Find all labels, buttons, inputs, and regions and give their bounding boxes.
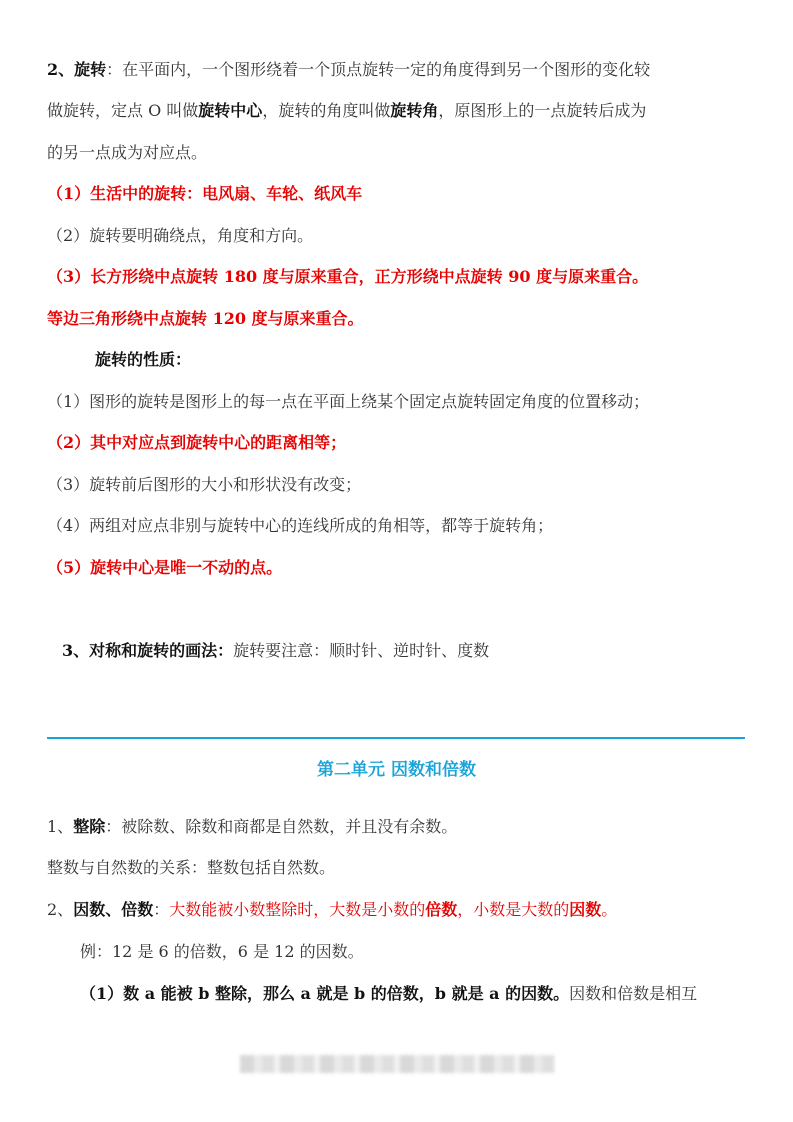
rotation-property-4: （4）两组对应点非别与旋转中心的连线所成的角相等，都等于旋转角； [47, 516, 554, 535]
section-divider [47, 737, 745, 739]
page-fade [0, 1015, 793, 1045]
rotation-property-3: （3）旋转前后图形的大小和形状没有改变； [47, 475, 362, 494]
rotation-property-5: （5）旋转中心是唯一不动的点。 [47, 558, 283, 577]
divisibility-definition [47, 816, 457, 838]
note-bold-text: （1）数 a 能被 b 整除，那么 a 就是 b 的倍数，b 就是 a 的因数。 [80, 984, 570, 1003]
blurred-watermark [240, 1055, 555, 1073]
text-segment: ： [153, 900, 170, 919]
rotation-term: 2、旋转 [47, 60, 107, 79]
note-rest-text: 因数和倍数是相互 [569, 984, 698, 1003]
text-segment: ：被除数、除数和商都是自然数，并且没有余数。 [105, 817, 458, 836]
divisibility-term: 整除 [73, 817, 106, 836]
rotation-property-1: （1）图形的旋转是图形上的每一点在平面上绕某个固定点旋转固定角度的位置移动； [47, 392, 650, 411]
text-segment: 1、 [47, 817, 74, 836]
rotation-item-2: （2）旋转要明确绕点，角度和方向。 [47, 226, 314, 245]
text-segment: 做旋转，定点 O 叫做 [47, 101, 199, 120]
integer-relation: 整数与自然数的关系：整数包括自然数。 [47, 858, 336, 877]
rotation-definition-line3: 的另一点成为对应点。 [47, 143, 208, 162]
rotation-item-3-continued: 等边三角形绕中点旋转 120 度与原来重合。 [47, 309, 364, 328]
text-segment: ，原图形上的一点旋转后成为 [438, 101, 647, 120]
rotation-item-3: （3）长方形绕中点旋转 180 度与原来重合，正方形绕中点旋转 90 度与原来重合。 [47, 267, 649, 286]
rotation-definition-line2 [47, 100, 646, 122]
rotation-center-term: 旋转中心 [198, 101, 263, 120]
factor-multiple-definition [47, 899, 617, 921]
drawing-method-text: 旋转要注意：顺时针、逆时针、度数 [233, 641, 490, 660]
text-segment: 大数能被小数整除时，大数是小数的 [169, 900, 426, 919]
text-segment: ，小数是大数的 [457, 900, 570, 919]
rotation-definition-text: ：在平面内，一个图形绕着一个顶点旋转一定的角度得到另一个图形的变化较 [106, 60, 651, 79]
rotation-properties-title: 旋转的性质： [95, 350, 192, 369]
rotation-definition-line1 [47, 59, 650, 81]
drawing-method-line [62, 640, 489, 662]
unit2-heading: 第二单元 因数和倍数 [317, 760, 476, 780]
text-segment: 2、 [47, 900, 74, 919]
text-segment: ，旋转的角度叫做 [262, 101, 391, 120]
note-line [80, 983, 697, 1005]
text-segment: 。 [601, 900, 618, 919]
drawing-method-label: 3、对称和旋转的画法： [62, 641, 234, 660]
rotation-item-1: （1）生活中的旋转：电风扇、车轮、纸风车 [47, 184, 363, 203]
rotation-property-2: （2）其中对应点到旋转中心的距离相等； [47, 433, 347, 452]
example-line: 例：12 是 6 的倍数，6 是 12 的因数。 [80, 942, 364, 961]
rotation-angle-term: 旋转角 [390, 101, 439, 120]
factor-multiple-term: 因数、倍数 [73, 900, 154, 919]
multiple-term: 倍数 [425, 900, 458, 919]
factor-term: 因数 [569, 900, 602, 919]
